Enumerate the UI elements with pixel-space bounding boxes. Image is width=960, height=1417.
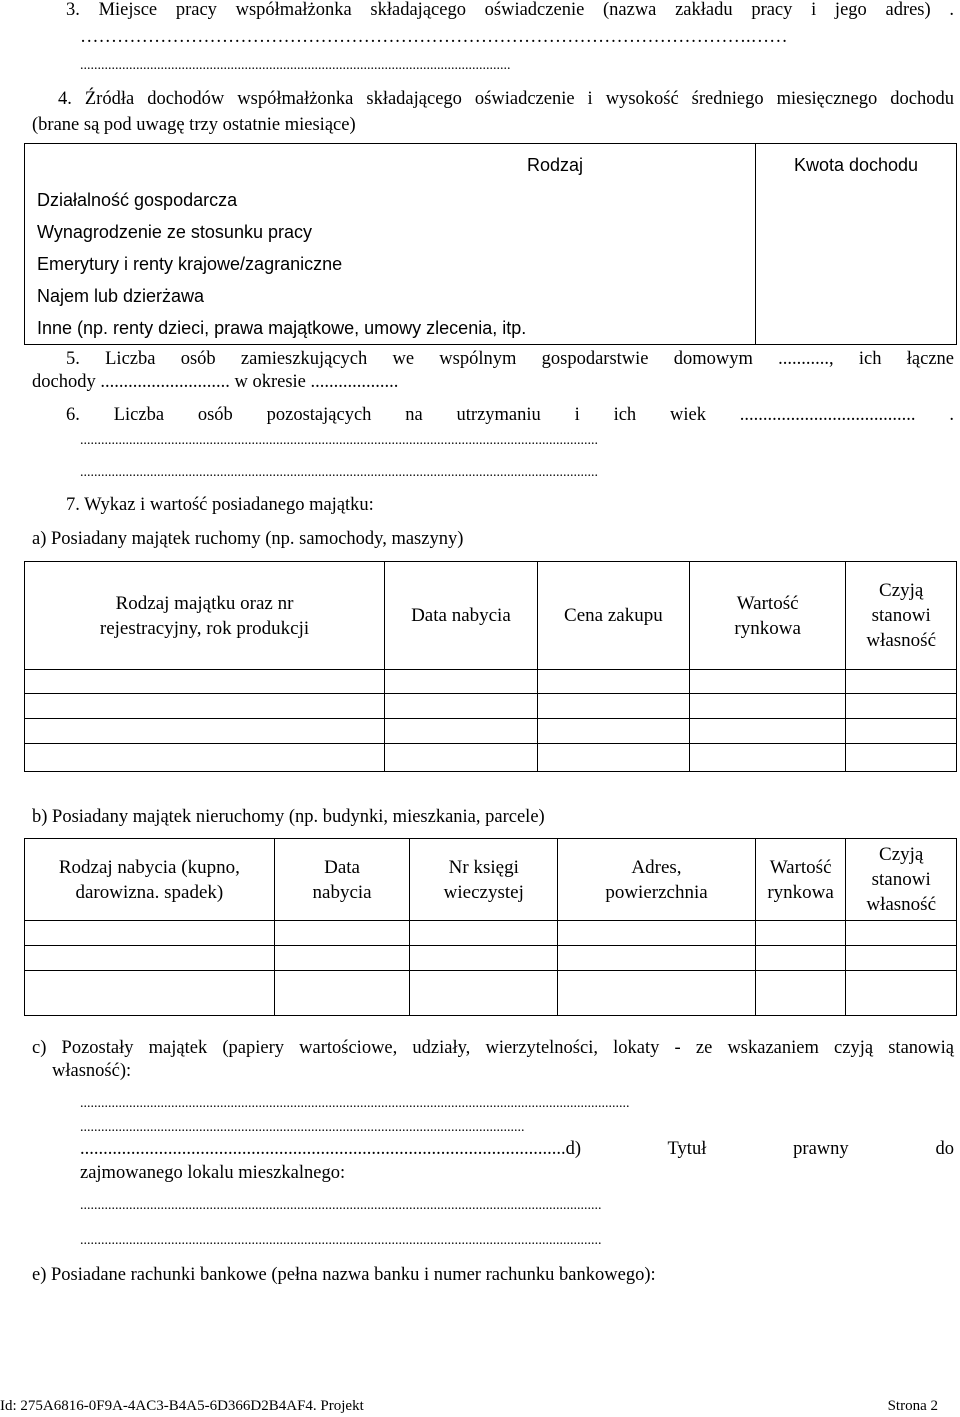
table-row — [25, 694, 957, 719]
table-row — [25, 971, 957, 1016]
movable-header-date: Data nabycia — [385, 562, 538, 670]
movable-assets-title: a) Posiadany majątek ruchomy (np. samochody, maszyny) — [32, 529, 464, 549]
item6-dots1: .................................................................................................................................................... — [80, 433, 598, 448]
item5-line2: dochody ............................ w okresie ................... — [32, 372, 399, 392]
item5-line1: 5. Liczba osób zamieszkujących we wspólnym gospodarstwie domowym ..........., ich łączne — [66, 349, 954, 369]
table-row — [25, 921, 957, 946]
item6-line1: 6. Liczba osób pozostających na utrzymaniu i ich wiek ...................................... . — [66, 405, 954, 425]
footer-document-id: Id: 275A6816-0F9A-4AC3-B4A5-6D366D2B4AF4. Projekt — [0, 1398, 364, 1414]
immovable-header-date: Data nabycia — [274, 839, 410, 921]
income-table — [24, 143, 957, 345]
title-to-premises-dots1: ..................................................................................................................................................... — [80, 1198, 602, 1213]
movable-header-price: Cena zakupu — [537, 562, 689, 670]
table-row — [25, 946, 957, 971]
bank-accounts-line: e) Posiadane rachunki bankowe (pełna nazwa banku i numer rachunku bankowego): — [32, 1265, 656, 1285]
income-row-2: Wynagrodzenie ze stosunku pracy — [37, 222, 312, 242]
title-to-premises-line1: .........................................................................................................d) Tytuł prawny do — [80, 1139, 954, 1159]
immovable-assets-title: b) Posiadany majątek nieruchomy (np. budynki, mieszkania, parcele) — [32, 807, 545, 827]
item7-title: 7. Wykaz i wartość posiadanego majątku: — [66, 495, 374, 515]
income-row-5: Inne (np. renty dzieci, prawa majątkowe, umowy zlecenia, itp. — [37, 318, 527, 338]
movable-header-kind: Rodzaj majątku oraz nr rejestracyjny, rok produkcji — [25, 562, 385, 670]
footer-page-number: Strona 2 — [887, 1398, 938, 1414]
title-to-premises-line2: zajmowanego lokalu mieszkalnego: — [80, 1163, 346, 1183]
other-assets-line1: c) Pozostały majątek (papiery wartościowe, udziały, wierzytelności, lokaty - ze wskazaniem czyją stanowią — [32, 1038, 954, 1058]
item3-dots2: ........................................................................................................................... — [80, 58, 511, 73]
immovable-assets-table — [24, 838, 957, 1016]
income-amount-cell[interactable] — [756, 144, 957, 345]
table-row — [25, 744, 957, 772]
item4-subheading: (brane są pod uwagę trzy ostatnie miesiące) — [32, 115, 356, 135]
immovable-header-address: Adres, powierzchnia — [558, 839, 756, 921]
table-row — [25, 719, 957, 744]
movable-header-owner: Czyją stanowi własność — [846, 562, 957, 670]
income-kinds-cell — [25, 144, 756, 345]
immovable-header-owner: Czyją stanowi własność — [846, 839, 957, 921]
immovable-header-value: Wartość rynkowa — [755, 839, 846, 921]
title-to-premises-dots2: ..................................................................................................................................................... — [80, 1233, 602, 1248]
income-row-3: Emerytury i renty krajowe/zagraniczne — [37, 254, 343, 274]
other-assets-line2: własność): — [52, 1061, 132, 1081]
item3-dots1: ……………………………………………………………………………………………….…… — [80, 27, 788, 47]
item6-dots2: .................................................................................................................................................... — [80, 465, 598, 480]
item4-heading: 4. Źródła dochodów współmałżonka składającego oświadczenie i wysokość średniego miesięcznego dochodu — [58, 89, 954, 109]
item3-text: 3. Miejsce pracy współmałżonka składającego oświadczenie (nazwa zakładu pracy i jego adres) . — [66, 0, 954, 20]
other-assets-dots2: ............................................................................................................................... — [80, 1120, 525, 1135]
table-row — [25, 670, 957, 694]
income-row-1: Działalność gospodarcza — [37, 190, 238, 210]
income-row-4: Najem lub dzierżawa — [37, 286, 205, 306]
immovable-header-kind: Rodzaj nabycia (kupno, darowizna. spadek) — [25, 839, 275, 921]
immovable-header-register: Nr księgi wieczystej — [410, 839, 558, 921]
other-assets-dots1: ............................................................................................................................................................. — [80, 1096, 630, 1111]
col-kwota-header: Kwota dochodu — [793, 155, 919, 175]
movable-header-value: Wartość rynkowa — [689, 562, 845, 670]
col-rodzaj-header: Rodzaj — [526, 155, 584, 175]
movable-assets-table — [24, 561, 957, 772]
